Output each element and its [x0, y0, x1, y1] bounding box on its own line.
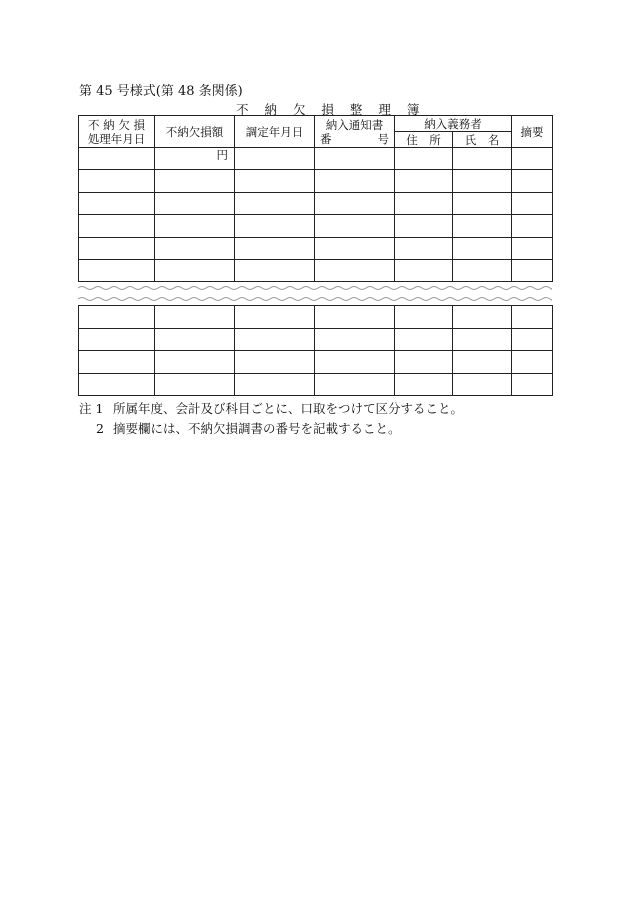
cell[interactable] — [453, 148, 512, 170]
cell[interactable] — [512, 306, 553, 328]
cell[interactable] — [453, 328, 512, 350]
cell[interactable] — [453, 373, 512, 395]
cell[interactable] — [79, 237, 155, 259]
cell[interactable] — [395, 215, 453, 237]
table-row — [79, 192, 553, 214]
cell[interactable] — [155, 170, 235, 192]
cell[interactable] — [315, 351, 395, 373]
cell[interactable] — [235, 328, 315, 350]
cell[interactable] — [315, 328, 395, 350]
cell[interactable] — [395, 373, 453, 395]
header-loss-date-line1: 不 納 欠 損 — [88, 117, 145, 132]
header-adjust-date: 調定年月日 — [235, 116, 315, 148]
cell[interactable] — [395, 351, 453, 373]
cell[interactable] — [79, 306, 155, 328]
cell[interactable] — [512, 373, 553, 395]
header-loss-amount: 不納欠損額 — [155, 116, 235, 148]
table-row — [79, 373, 553, 395]
yen-unit: 円 — [216, 148, 228, 162]
cell[interactable] — [315, 192, 395, 214]
table-row — [79, 351, 553, 373]
note-2 — [79, 419, 463, 439]
header-loss-date-line2: 処理年月日 — [87, 131, 146, 146]
cell[interactable] — [512, 170, 553, 192]
cell[interactable] — [453, 306, 512, 328]
note-1-text: 所属年度、会計及び科目ごとに、口取をつけて区分すること。 — [113, 401, 464, 416]
cell[interactable] — [453, 170, 512, 192]
cell[interactable] — [235, 351, 315, 373]
cell[interactable] — [235, 148, 315, 170]
cell[interactable] — [395, 148, 453, 170]
table-row — [79, 215, 553, 237]
header-notice-line1: 納入通知書 — [325, 117, 384, 132]
cell[interactable] — [453, 215, 512, 237]
header-address: 住 所 — [395, 132, 453, 148]
notes — [79, 399, 463, 439]
table-row — [79, 148, 553, 170]
cell[interactable] — [155, 259, 235, 281]
cell[interactable] — [315, 170, 395, 192]
table-row — [79, 237, 553, 259]
header-notice-number — [315, 116, 395, 148]
cell[interactable] — [235, 170, 315, 192]
cell[interactable] — [155, 237, 235, 259]
cell[interactable] — [512, 192, 553, 214]
cell[interactable] — [235, 306, 315, 328]
form-title: 不 納 欠 損 整 理 簿 — [236, 102, 426, 117]
header-notice-ban: 番 — [320, 131, 332, 146]
cell[interactable] — [453, 192, 512, 214]
cell[interactable] — [155, 351, 235, 373]
table-row — [79, 328, 553, 350]
cell[interactable] — [79, 328, 155, 350]
table-row — [79, 306, 553, 328]
cell[interactable] — [79, 215, 155, 237]
table-row — [79, 259, 553, 281]
ledger-table-top — [78, 115, 553, 282]
note-2-text: 摘要欄には、不納欠損調書の番号を記載すること。 — [113, 421, 401, 436]
cell[interactable] — [395, 192, 453, 214]
ledger-table-wrap — [78, 115, 552, 396]
cell[interactable] — [235, 215, 315, 237]
cell[interactable] — [79, 192, 155, 214]
cell[interactable] — [235, 192, 315, 214]
header-remarks: 摘要 — [512, 116, 553, 148]
ledger-table-bottom — [78, 305, 553, 396]
cell[interactable] — [79, 373, 155, 395]
note-1-number: 注 1 — [79, 401, 104, 416]
cell[interactable] — [315, 373, 395, 395]
header-notice-line2 — [315, 132, 394, 146]
cell[interactable] — [155, 328, 235, 350]
cell[interactable] — [512, 328, 553, 350]
cell[interactable] — [395, 259, 453, 281]
cell[interactable] — [235, 373, 315, 395]
cell-amount[interactable] — [155, 148, 235, 170]
cell[interactable] — [315, 259, 395, 281]
header-loss-date — [79, 116, 155, 148]
cell[interactable] — [315, 237, 395, 259]
cell[interactable] — [235, 259, 315, 281]
cell[interactable] — [512, 215, 553, 237]
form-number: 第 45 号様式(第 48 条関係) — [79, 84, 243, 99]
cell[interactable] — [395, 328, 453, 350]
cell[interactable] — [155, 192, 235, 214]
table-row — [79, 170, 553, 192]
cell[interactable] — [155, 215, 235, 237]
cell[interactable] — [79, 351, 155, 373]
cell[interactable] — [155, 306, 235, 328]
cell[interactable] — [79, 170, 155, 192]
header-name: 氏 名 — [453, 132, 512, 148]
cell[interactable] — [235, 237, 315, 259]
cell[interactable] — [512, 237, 553, 259]
cell[interactable] — [453, 259, 512, 281]
cell[interactable] — [512, 351, 553, 373]
cell[interactable] — [395, 170, 453, 192]
cell[interactable] — [512, 259, 553, 281]
cell[interactable] — [79, 148, 155, 170]
note-1 — [79, 399, 463, 419]
cell[interactable] — [315, 215, 395, 237]
cell[interactable] — [155, 373, 235, 395]
header-notice-go: 号 — [377, 131, 389, 146]
cell[interactable] — [79, 259, 155, 281]
header-obligor: 納入義務者 — [395, 116, 512, 132]
wavy-break-icon — [78, 282, 552, 305]
cell[interactable] — [315, 306, 395, 328]
note-2-number: 2 — [96, 421, 104, 436]
cell[interactable] — [395, 306, 453, 328]
cell[interactable] — [395, 237, 453, 259]
cell[interactable] — [453, 351, 512, 373]
cell[interactable] — [453, 237, 512, 259]
table-break-marker — [78, 282, 552, 305]
cell[interactable] — [512, 148, 553, 170]
cell[interactable] — [315, 148, 395, 170]
